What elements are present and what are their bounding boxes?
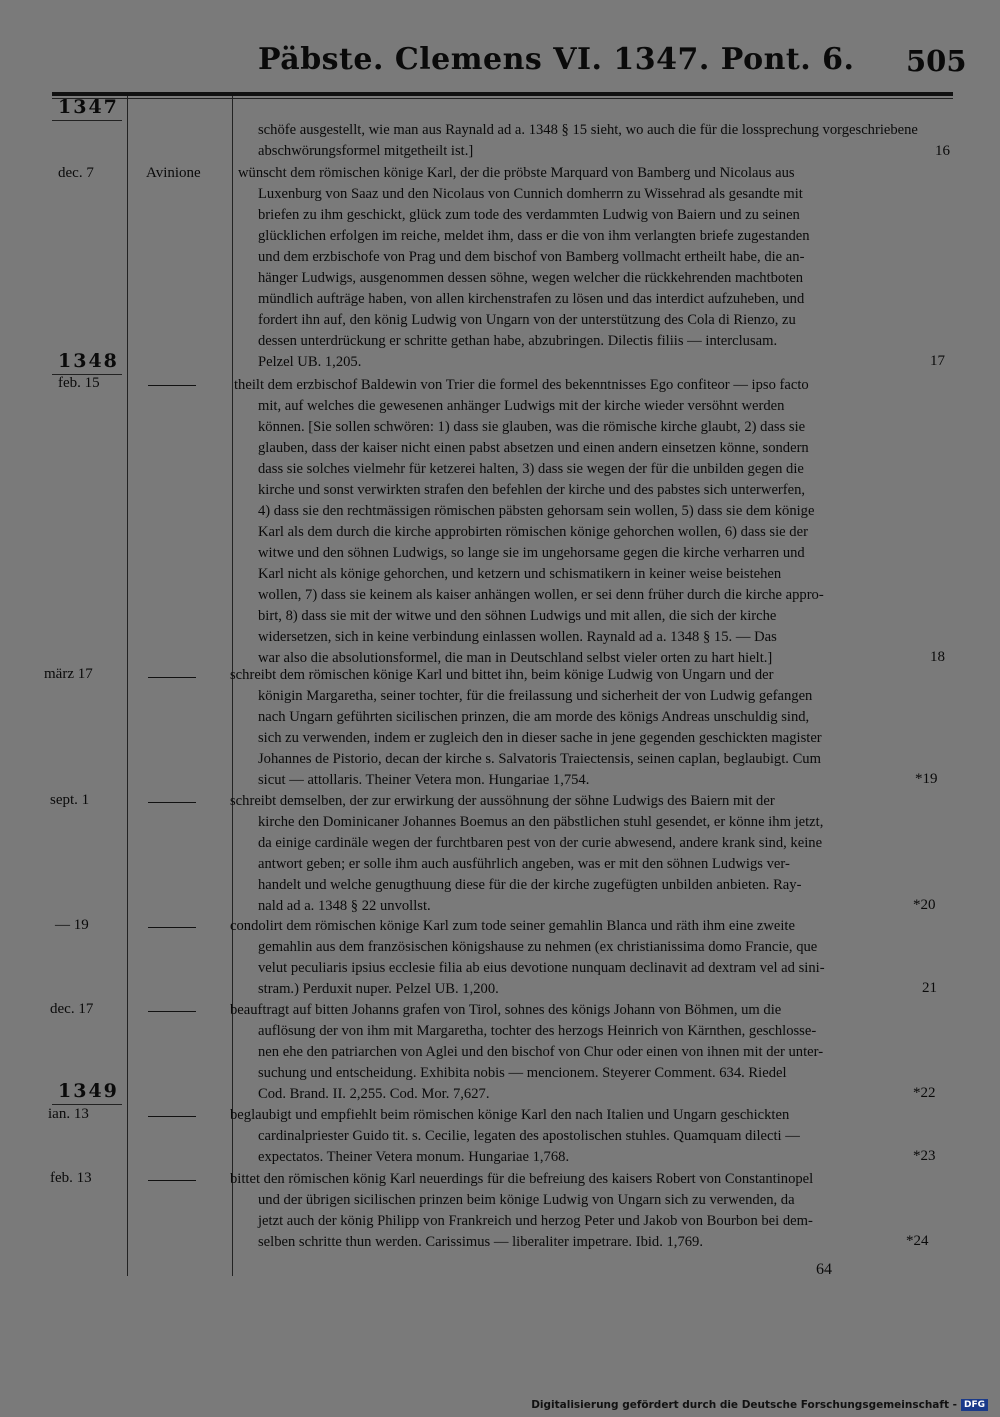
entry-number: 21	[922, 980, 937, 996]
entry-text-line: sich zu verwenden, indem er zugleich den in dieser sache in jene gegenden geschickten magister	[258, 730, 822, 746]
place-dash	[148, 927, 196, 928]
entry-text-line: wünscht dem römischen könige Karl, der die pröbste Marquard von Bamberg und Nicolaus aus	[238, 165, 795, 181]
entry-text-line: nach Ungarn geführten sicilischen prinzen, die am morde des königs Andreas unschuldig sind,	[258, 709, 810, 725]
entry-text-line: beauftragt auf bitten Johanns grafen von Tirol, sohnes des königs Johann von Böhmen, um die	[230, 1002, 782, 1018]
entry-text-line: stram.) Perduxit nuper. Pelzel UB. 1,200.	[258, 981, 499, 997]
entry-number: *23	[913, 1148, 936, 1164]
entry-text-line: bittet den römischen könig Karl neuerdings für die befreiung des kaisers Robert von Constantinopel	[230, 1171, 814, 1187]
entry-number: 18	[930, 649, 945, 665]
entry-text-line: schöfe ausgestellt, wie man aus Raynald ad a. 1348 § 15 sieht, wo auch die für die lossprechung vorgeschriebene abschwörungsformel mitgetheilt ist.]	[258, 122, 918, 159]
entry-text-line: Karl nicht als könige gehorchen, und ketzern und schismatikern in keiner weise beistehen	[258, 566, 782, 582]
page-header	[0, 40, 1000, 80]
entry-text-line: königin Margaretha, seiner tochter, für die freilassung und sicherheit der von Ludwig gefangen	[258, 688, 813, 704]
year-label: 1348	[58, 350, 119, 372]
year-rule	[52, 120, 122, 121]
running-title: Päbste. Clemens VI. 1347. Pont. 6.	[258, 42, 855, 77]
entry-text-line: mit, auf welches die gewesenen anhänger Ludwigs mit der kirche wieder versöhnt werden	[258, 398, 785, 414]
page-number: 505	[906, 44, 967, 78]
entry-text-line: nen ehe den patriarchen von Aglei und den bischof von Chur oder einen von ihnen mit der unter-	[258, 1044, 824, 1060]
place-dash	[148, 1011, 196, 1012]
entry-number: *22	[913, 1085, 936, 1101]
entry-text-line: kirche den Dominicaner Johannes Boemus an den päbstlichen stuhl gesendet, er könne ihm jetzt,	[258, 814, 824, 830]
entry-text-line: glauben, dass der kaiser nicht einen pabst absetzen und einen andern einsetzen könne, sondern	[258, 440, 809, 456]
header-rule	[52, 92, 953, 96]
entry-number: 16	[935, 143, 950, 159]
column-divider-place	[232, 96, 233, 1276]
entry-text-line: kirche und sonst verwirkten strafen den befehlen der kirche und des pabstes sich unterwerfen,	[258, 482, 806, 498]
entry-text-line: handelt und welche genugthuung diese für die der kirche zugefügten unbilden anbieten. Ray-	[258, 877, 802, 893]
entry-number: *19	[915, 771, 938, 787]
place-dash	[148, 1116, 196, 1117]
footer-text: Digitalisierung gefördert durch die Deutsche Forschungsgemeinschaft -	[531, 1399, 957, 1411]
entry-text-line: velut peculiaris ipsius ecclesie filia ab eius devotione nunquam declinavit ad dextram vel ad sini-	[258, 960, 825, 976]
entry-text-line: cardinalpriester Guido tit. s. Cecilie, legaten des apostolischen stuhles. Quamquam dilecti —	[258, 1128, 800, 1144]
entry-text-line: selben schritte thun werden. Carissimus — liberaliter impetrare. Ibid. 1,769.	[258, 1234, 703, 1250]
entry-text-line: auflösung der von ihm mit Margaretha, tochter des herzogs Heinrich von Kärnthen, geschlosse-	[258, 1023, 817, 1039]
entry-text-line: Johannes de Pistorio, decan der kirche s. Salvatoris Traiectensis, seinen caplan, beglaubigt. Cum	[258, 751, 821, 767]
entry-text-line: 4) dass sie den rechtmässigen römischen päbsten gehorsam sein wollen, 5) dass sie dem könige	[258, 503, 815, 519]
entry-text-line: glücklichen erfolgen im reiche, meldet ihm, dass er die von ihm verlangten briefe zugestanden	[258, 228, 810, 244]
entry-date: märz 17	[44, 666, 93, 682]
entry-place: Avinione	[146, 165, 201, 181]
entry-text-line: sicut — attollaris. Theiner Vetera mon. Hungariae 1,754.	[258, 772, 590, 788]
entry-text-line: dass sie solches vielmehr für ketzerei halten, 3) dass sie wegen der für die unbilden gegen die	[258, 461, 804, 477]
entry-text-line: können. [Sie sollen schwören: 1) dass sie glauben, was die römische kirche glaubt, 2) dass sie	[258, 419, 806, 435]
entry-text-line: schreibt demselben, der zur erwirkung der aussöhnung der söhne Ludwigs des Baiern mit der	[230, 793, 775, 809]
place-dash	[148, 385, 196, 386]
entry-text-line: birt, 8) dass sie mit der witwe und den söhnen Ludwigs und mit allen, die sich der kirche	[258, 608, 777, 624]
entry-text-line: suchung und entscheidung. Exhibita nobis — mencionem. Steyerer Comment. 634. Riedel	[258, 1065, 787, 1081]
entry-text-line: und dem erzbischofe von Prag und dem bischof von Bamberg vollmacht ertheilt habe, die an-	[258, 249, 805, 265]
entry-text-line: hänger Ludwigs, ausgenommen dessen söhne, wegen welcher die rückkehrenden machtboten	[258, 270, 804, 286]
place-dash	[148, 677, 196, 678]
entry-text-line: mündlich aufträge haben, von allen kirchenstrafen zu lösen und das interdict aufzuheben, und	[258, 291, 805, 307]
year-rule	[52, 1104, 122, 1105]
entry-text-line: expectatos. Theiner Vetera monum. Hungariae 1,768.	[258, 1149, 570, 1165]
entry-text-line: jetzt auch der könig Philipp von Frankreich und herzog Peter und Jakob von Bourbon bei dem-	[258, 1213, 813, 1229]
entry-text-line: da einige cardinäle wegen der furchtbaren pest von der curie abwesend, andere krank sind, keine	[258, 835, 823, 851]
header-rule-thin	[52, 98, 953, 99]
column-divider-date	[127, 96, 128, 1276]
dfg-logo: DFG	[961, 1399, 988, 1411]
place-dash	[148, 1180, 196, 1181]
entry-number: *24	[906, 1233, 929, 1249]
entry-number: 17	[930, 353, 945, 369]
entry-text-line: dessen unterdrückung er schritte gethan habe, abzubringen. Dilectis filiis — interclusam.	[258, 333, 778, 349]
entry-date: — 19	[55, 917, 89, 933]
year-label: 1349	[58, 1080, 119, 1102]
entry-text-line: briefen zu ihm geschickt, glück zum tode des verdammten Ludwig von Baiern und zu seinen	[258, 207, 800, 223]
entry-date: feb. 13	[50, 1170, 92, 1186]
entry-text-line: theilt dem erzbischof Baldewin von Trier die formel des bekenntnisses Ego confiteor — ipso facto	[234, 377, 809, 393]
entry-text-line: Cod. Brand. II. 2,255. Cod. Mor. 7,627.	[258, 1086, 490, 1102]
signature-mark: 64	[816, 1261, 832, 1278]
entry-text-line: Karl als dem durch die kirche approbirten römischen könige gehorchen wollen, 6) dass sie der	[258, 524, 808, 540]
entry-date: feb. 15	[58, 375, 100, 391]
entry-text-line: widersetzen, sich in keine verbindung einlassen wollen. Raynald ad a. 1348 § 15. — Das	[258, 629, 777, 645]
entry-text-line: beglaubigt und empfiehlt beim römischen könige Karl den nach Italien und Ungarn geschickten	[230, 1107, 790, 1123]
entry-text-line: fordert ihn auf, den könig Ludwig von Ungarn von der unterstützung des Cola di Rienzo, zu	[258, 312, 796, 328]
entry-text-line: witwe und den söhnen Ludwigs, so lange sie im ungehorsame gegen die kirche verharren und	[258, 545, 805, 561]
entry-text-line: condolirt dem römischen könige Karl zum tode seiner gemahlin Blanca und räth ihm eine zweite	[230, 918, 795, 934]
year-label: 1347	[58, 96, 119, 118]
entry-text-line: war also die absolutionsformel, die man in Deutschland selbst vieler orten zu hart hielt.]	[258, 650, 773, 666]
entry-text-line: gemahlin aus dem französischen königshause zu nehmen (ex christianissima domo Francie, que	[258, 939, 818, 955]
entry-text-line: wollen, 7) dass sie keinem als kaiser anhängen wollen, er sei denn früher durch die kirche appro-	[258, 587, 824, 603]
entry-text-line: antwort geben; er solle ihm auch ausführlich angeben, was er mit den söhnen Ludwigs ver-	[258, 856, 790, 872]
entry-date: dec. 17	[50, 1001, 94, 1017]
entry-text-line: schreibt dem römischen könige Karl und bittet ihn, beim könige Ludwig von Ungarn und der	[230, 667, 774, 683]
entry-number: *20	[913, 897, 936, 913]
entry-date: dec. 7	[58, 165, 94, 181]
entry-date: sept. 1	[50, 792, 90, 808]
place-dash	[148, 802, 196, 803]
entry-date: ian. 13	[48, 1106, 89, 1122]
entry-text-line: Pelzel UB. 1,205.	[258, 354, 362, 370]
entry-text-line: Luxenburg von Saaz und den Nicolaus von Cunnich domherrn zu Wissehrad als gesandte mit	[258, 186, 803, 202]
entry-text-line: und der übrigen sicilischen prinzen beim könige Ludwig von Ungarn sich zu verwenden, da	[258, 1192, 795, 1208]
entry-text-line: nald ad a. 1348 § 22 unvollst.	[258, 898, 431, 914]
footer-credit	[531, 1399, 988, 1411]
